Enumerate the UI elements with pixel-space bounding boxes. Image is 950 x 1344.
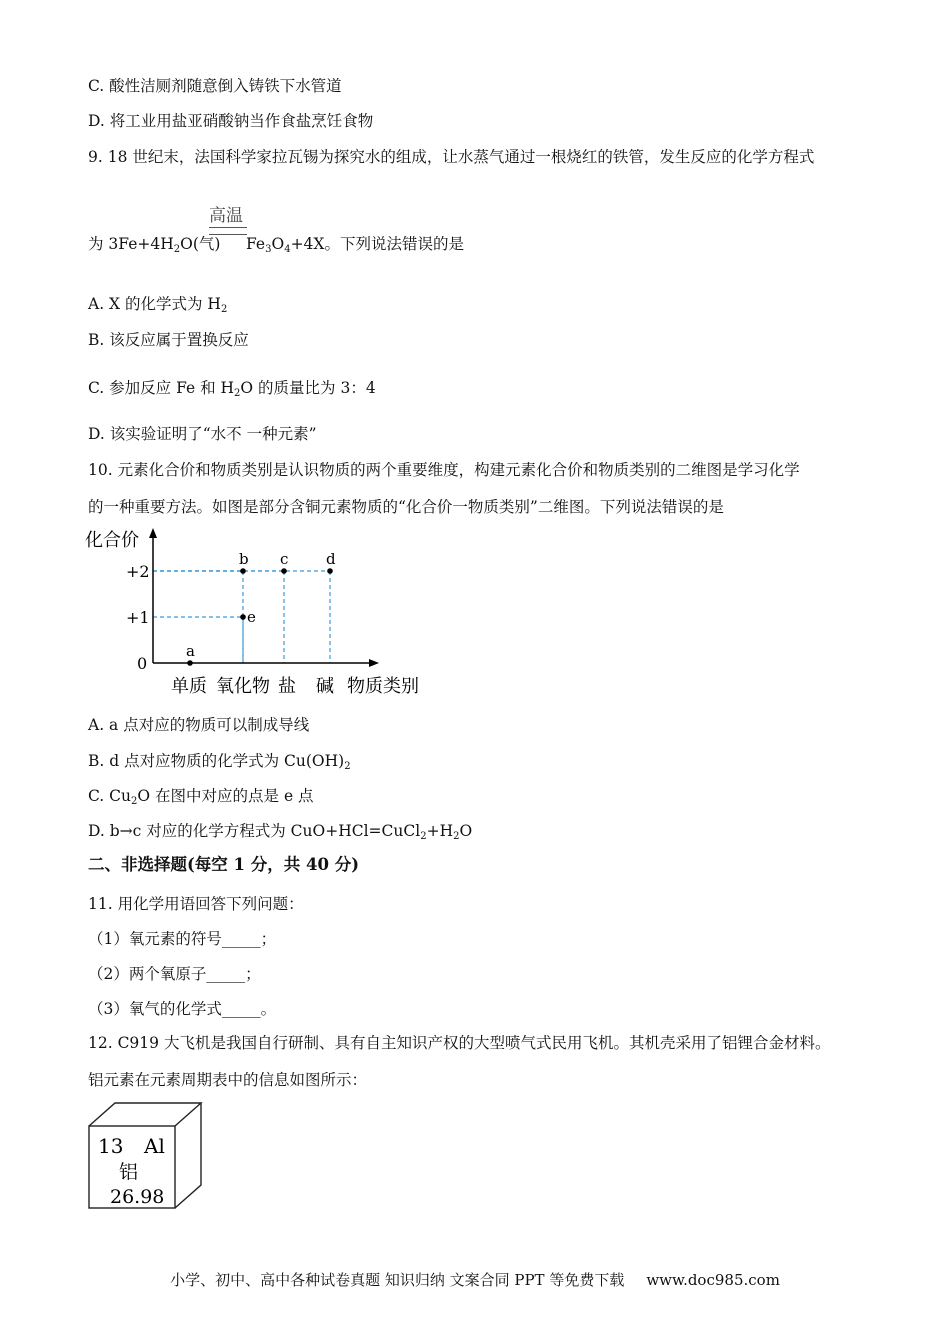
option-d-prev: D. 将工业用盐亚硝酸钠当作食盐烹饪食物 <box>88 112 374 130</box>
y-tick-label: 0 <box>137 654 148 673</box>
x-category-label: 碱 <box>316 676 334 697</box>
page-footer <box>0 1270 950 1290</box>
q10-option-b: B. d 点对应物质的化学式为 $Cu(OH)_2$ <box>88 752 351 772</box>
data-point-label: a <box>186 642 195 660</box>
data-point-b <box>240 568 246 574</box>
y-axis-label: 化合价 <box>85 530 139 551</box>
data-point-e <box>240 614 246 620</box>
valence-category-chart <box>85 524 430 699</box>
x-category-label: 盐 <box>278 676 296 697</box>
q10-option-d: D. b→c 对应的化学方程式为 $CuO+HCl=CuCl_2+H_2O$ <box>88 822 473 842</box>
data-point-d <box>327 568 333 574</box>
footer-url: www.doc985.com <box>646 1271 780 1289</box>
data-point-label: e <box>247 608 256 626</box>
x-axis-arrow <box>369 659 379 667</box>
footer-text: 小学、初中、高中各种试卷真题 知识归纳 文案合同 PPT 等免费下载 <box>170 1271 625 1289</box>
q9-option-a: A. X 的化学式为 $H_2$ <box>88 295 228 315</box>
aluminum-element-card <box>86 1100 211 1212</box>
q9-option-b: B. 该反应属于置换反应 <box>88 331 249 349</box>
equation-right-side: $Fe_3O_4+4X$。下列说法错误的是 <box>246 235 464 255</box>
question-11-part-2: （2）两个氧原子_____； <box>88 965 261 983</box>
option-c-prev: C. 酸性洁厕剂随意倒入铸铁下水管道 <box>88 77 342 95</box>
question-11-part-1: （1）氧元素的符号_____； <box>88 930 277 948</box>
element-symbol: Al <box>144 1134 165 1158</box>
equation-left-side: 为 $3Fe+4H_2O$(气) <box>88 235 221 255</box>
data-point-label: c <box>280 550 289 568</box>
element-name: 铝 <box>119 1161 139 1183</box>
question-11-part-3: （3）氧气的化学式_____。 <box>88 1000 277 1018</box>
question-10-stem-line2: 的一种重要方法。如图是部分含铜元素物质的“化合价一物质类别”二维图。下列说法错误的是 <box>88 498 724 516</box>
x-axis-label: 物质类别 <box>347 676 419 697</box>
y-tick-label: +2 <box>126 562 150 581</box>
y-tick-label: +1 <box>126 608 150 627</box>
reaction-condition: 高温 <box>209 206 243 226</box>
data-point-c <box>281 568 287 574</box>
atomic-number: 13 <box>98 1134 124 1158</box>
x-category-label: 单质 <box>171 676 207 697</box>
question-11-stem: 11. 用化学用语回答下列问题： <box>88 895 304 913</box>
q9-option-c: C. 参加反应 Fe 和 $H_2O$ 的质量比为 3：4 <box>88 379 376 399</box>
question-10-stem-line1: 10. 元素化合价和物质类别是认识物质的两个重要维度，构建元素化合价和物质类别的二维图是学习化学 <box>88 461 800 479</box>
q9-option-d: D. 该实验证明了“水不 一种元素” <box>88 425 317 443</box>
x-category-label: 氧化物 <box>216 676 270 697</box>
question-12-stem-line1: 12. C919 大飞机是我国自行研制、具有自主知识产权的大型喷气式民用飞机。其机壳采用了铝锂合金材料。 <box>88 1034 831 1052</box>
q10-option-c: C. $Cu_2O$ 在图中对应的点是 e 点 <box>88 787 314 807</box>
question-9-stem: 9. 18 世纪末，法国科学家拉瓦锡为探究水的组成，让水蒸气通过一根烧红的铁管，发生反应的化学方程式 <box>88 148 815 166</box>
data-point-label: d <box>326 550 336 568</box>
data-point-a <box>187 660 193 666</box>
data-point-label: b <box>239 550 249 568</box>
q10-option-a: A. a 点对应的物质可以制成导线 <box>88 716 310 734</box>
section-2-heading: 二、非选择题(每空 1 分，共 40 分) <box>88 855 360 874</box>
question-12-stem-line2: 铝元素在元素周期表中的信息如图所示： <box>88 1071 368 1089</box>
atomic-mass: 26.98 <box>110 1186 165 1208</box>
y-axis-arrow <box>149 528 157 538</box>
